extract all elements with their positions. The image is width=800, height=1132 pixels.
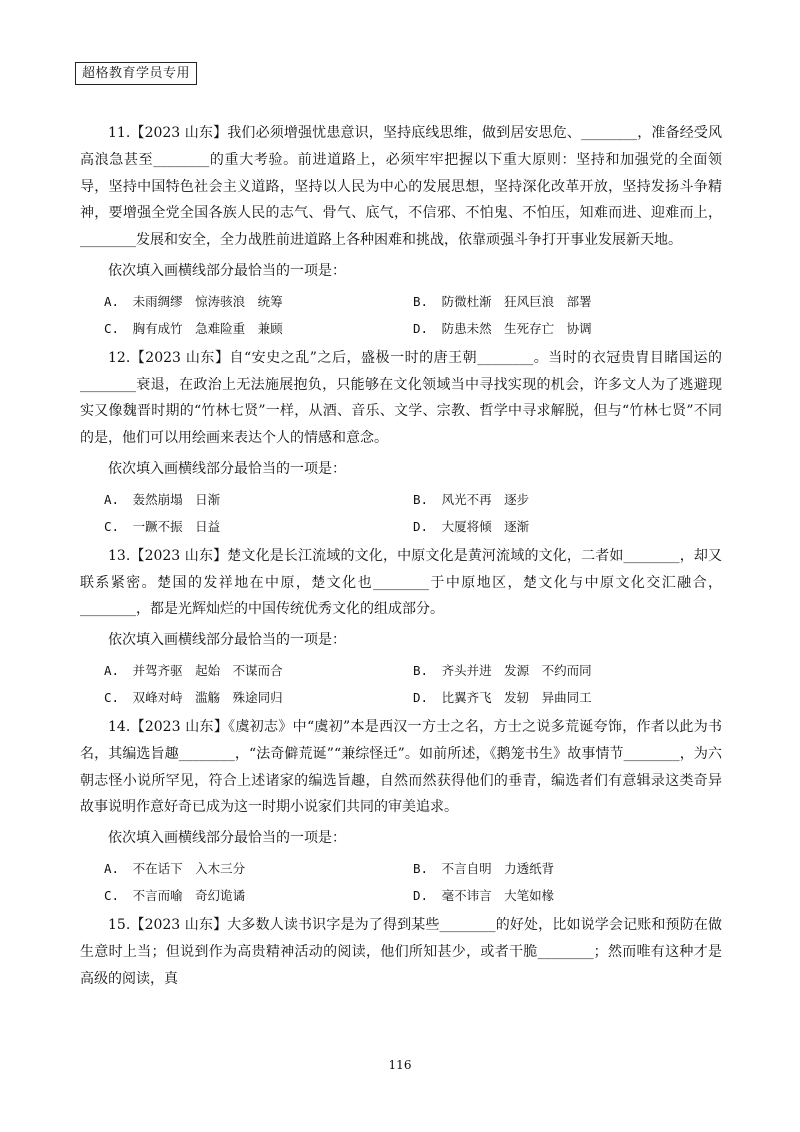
header-label: 超格教育学员专用 bbox=[75, 62, 197, 85]
question-12 bbox=[80, 345, 722, 540]
question-text: 13.【2023 山东】楚文化是长江流域的文化，中原文化是黄河流域的文化，二者如________，却又联系紧密。楚国的发祥地在中原，楚文化也________于中原地区，楚文化与中原文化交汇融合，________，都是光辉灿烂的中国传统优秀文化的组成部分。 bbox=[80, 547, 722, 618]
option-a: A. 轰然崩塌 日渐 bbox=[104, 491, 221, 507]
option-d: D. 比翼齐飞 发轫 异曲同工 bbox=[413, 689, 592, 705]
question-prompt: 依次填入画横线部分最恰当的一项是： bbox=[108, 632, 346, 649]
option-b: B. 不言自明 力透纸背 bbox=[413, 860, 555, 876]
option-c: C. 胸有成竹 急难险重 兼顾 bbox=[104, 320, 283, 336]
question-text: 12.【2023 山东】自“安史之乱”之后，盛极一时的唐王朝________。当时的衣冠贵胄目睹国运的________衰退，在政治上无法施展抱负，只能够在文化领域当中寻找实现的机会，许多文人为了逃避现实又像魏晋时期的“竹林七贤”一样，从酒、音乐、文学、宗教、哲学中寻求解脱，但与“竹林七贤”不同的是，他们可以用绘画来表达个人的情感和意念。 bbox=[80, 349, 722, 447]
option-a: A. 不在话下 入木三分 bbox=[104, 860, 246, 876]
option-b: B. 齐头并进 发源 不约而同 bbox=[413, 662, 592, 678]
page-number: 116 bbox=[388, 1058, 412, 1072]
question-prompt: 依次填入画横线部分最恰当的一项是： bbox=[108, 460, 346, 477]
option-d: D. 大厦将倾 逐渐 bbox=[413, 518, 530, 534]
question-text: 15.【2023 山东】大多数人读书识字是为了得到某些________的好处，比如说学会记账和预防在做生意时上当；但说到作为高贵精神活动的阅读，他们所知甚少，或者干脆________；然而唯有这种才是高级的阅读，真 bbox=[80, 916, 722, 987]
question-list bbox=[80, 120, 722, 995]
option-d: D. 防患未然 生死存亡 协调 bbox=[413, 320, 592, 336]
question-prompt: 依次填入画横线部分最恰当的一项是： bbox=[108, 262, 346, 279]
option-d: D. 毫不讳言 大笔如椽 bbox=[413, 887, 555, 903]
option-c: C. 双峰对峙 滥觞 殊途同归 bbox=[104, 689, 283, 705]
option-b: B. 防微杜渐 狂风巨浪 部署 bbox=[413, 293, 592, 309]
question-13 bbox=[80, 543, 722, 711]
question-11 bbox=[80, 120, 722, 342]
options bbox=[104, 657, 722, 711]
options bbox=[104, 855, 722, 909]
option-a: A. 未雨绸缪 惊涛骇浪 统筹 bbox=[104, 293, 283, 309]
option-a: A. 并驾齐驱 起始 不谋而合 bbox=[104, 662, 283, 678]
question-prompt: 依次填入画横线部分最恰当的一项是： bbox=[108, 830, 346, 847]
option-c: C. 不言而喻 奇幻诡谲 bbox=[104, 887, 246, 903]
question-text: 11.【2023 山东】我们必须增强忧患意识，坚持底线思维，做到居安思危、________，准备经受风高浪急甚至________的重大考验。前进道路上，必须牢牢把握以下重大原则：坚持和加强党的全面领导，坚持中国特色社会主义道路，坚持以人民为中心的发展思想，坚持深化改革开放，坚持发扬斗争精神，要增强全党全国各族人民的志气、骨气、底气，不信邪、不怕鬼、不怕压，知难而进、迎难而上，________发展和安全，全力战胜前进道路上各种困难和挑战，依靠顽强斗争打开事业发展新天地。 bbox=[80, 125, 722, 249]
options bbox=[104, 486, 722, 540]
option-b: B. 风光不再 逐步 bbox=[413, 491, 530, 507]
question-14 bbox=[80, 714, 722, 909]
option-c: C. 一蹶不振 日益 bbox=[104, 518, 221, 534]
options bbox=[104, 288, 722, 342]
question-15 bbox=[80, 912, 722, 992]
question-text: 14.【2023 山东】《虞初志》中“虞初”本是西汉一方士之名，方士之说多荒诞夸饰，作者以此为书名，其编选旨趣________，“法奇僻荒诞”“兼综怪迁”。如前所述，《鹅笼书生》故事情节________，为六朝志怪小说所罕见，符合上述诸家的编选旨趣，自然而然获得他们的垂青，编选者们有意辑录这类奇异故事说明作意好奇已成为这一时期小说家们共同的审美追求。 bbox=[80, 718, 722, 816]
